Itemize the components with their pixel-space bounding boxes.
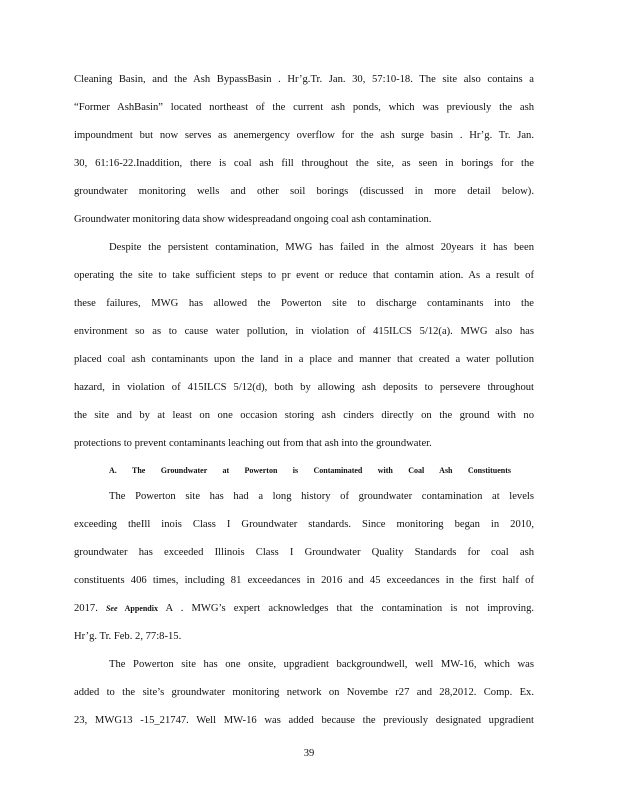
- paragraph-4-line-1: The Powerton site has one onsite, upgradient backgroundwell, well MW-16, which was: [109, 659, 534, 670]
- paragraph-2-line-1: Despite the persistent contamination, MWG has failed in the almost 20years it has been: [109, 242, 534, 253]
- paragraph-1-line-5: groundwater monitoring wells and other soil borings (discussed in more detail below).: [74, 186, 534, 197]
- paragraph-2-line-5: placed coal ash contaminants upon the land in a place and manner that created a water pollution: [74, 354, 534, 365]
- paragraph-1-line-6: Groundwater monitoring data show widespreadand ongoing coal ash contamination.: [74, 214, 432, 225]
- paragraph-1-line-3: impoundment but now serves as anemergency overflow for the ash surge basin . Hr’g. Tr. Jan.: [74, 130, 534, 141]
- see-signal: See: [105, 604, 118, 613]
- paragraph-2-line-6: hazard, in violation of 415ILCS 5/12(d), both by allowing ash deposits to persevere throughout: [74, 382, 534, 393]
- paragraph-3-line-6: Hr’g. Tr. Feb. 2, 77:8-15.: [74, 631, 182, 642]
- paragraph-2-line-8: protections to prevent contaminants leaching out from that ash into the groundwater.: [74, 438, 432, 449]
- paragraph-4-line-2: added to the site’s groundwater monitoring network on Novembe r27 and 28,2012. Comp. Ex.: [74, 687, 534, 698]
- paragraph-2-line-7: the site and by at least on one occasion storing ash cinders directly on the ground with no: [74, 410, 534, 421]
- paragraph-4-line-3: 23, MWG13 -15_21747. Well MW-16 was added because the previously designated upgradient: [74, 715, 534, 726]
- paragraph-2-line-2: operating the site to take sufficient steps to pr event or reduce that contamin ation. As a result of: [74, 270, 534, 281]
- paragraph-1-line-1: Cleaning Basin, and the Ash BypassBasin . Hr’g.Tr. Jan. 30, 57:10-18. The site also contains a: [74, 74, 534, 85]
- paragraph-2-line-4: environment so as to cause water pollution, in violation of 415ILCS 5/12(a). MWG also has: [74, 326, 534, 337]
- paragraph-1-line-4: 30, 61:16-22.Inaddition, there is coal ash fill throughout the site, as seen in borings for the: [74, 158, 534, 169]
- line-5-tail: A . MWG’s expert acknowledges that the contamination is not improving.: [157, 603, 535, 614]
- paragraph-3-line-5: [74, 602, 534, 616]
- paragraph-3-line-1: The Powerton site has had a long history of groundwater contamination at levels: [109, 491, 534, 502]
- appendix-reference: Appendix: [117, 604, 158, 613]
- section-heading: A. The Groundwater at Powerton is Contaminated with Coal Ash Constituents: [109, 466, 511, 475]
- paragraph-1-line-2: “Former AshBasin” located northeast of the current ash ponds, which was previously the ash: [74, 102, 534, 113]
- paragraph-2-line-3: these failures, MWG has allowed the Powerton site to discharge contaminants into the: [74, 298, 534, 309]
- page-number: 39: [303, 748, 315, 759]
- paragraph-3-line-4: constituents 406 times, including 81 exceedances in 2016 and 45 exceedances in the first half of: [74, 575, 534, 586]
- paragraph-3-line-3: groundwater has exceeded Illinois Class I Groundwater Quality Standards for coal ash: [74, 547, 534, 558]
- paragraph-3-line-2: exceeding theIll inois Class I Groundwater standards. Since monitoring began in 2010,: [74, 519, 534, 530]
- line-5-lead: 2017.: [74, 603, 106, 614]
